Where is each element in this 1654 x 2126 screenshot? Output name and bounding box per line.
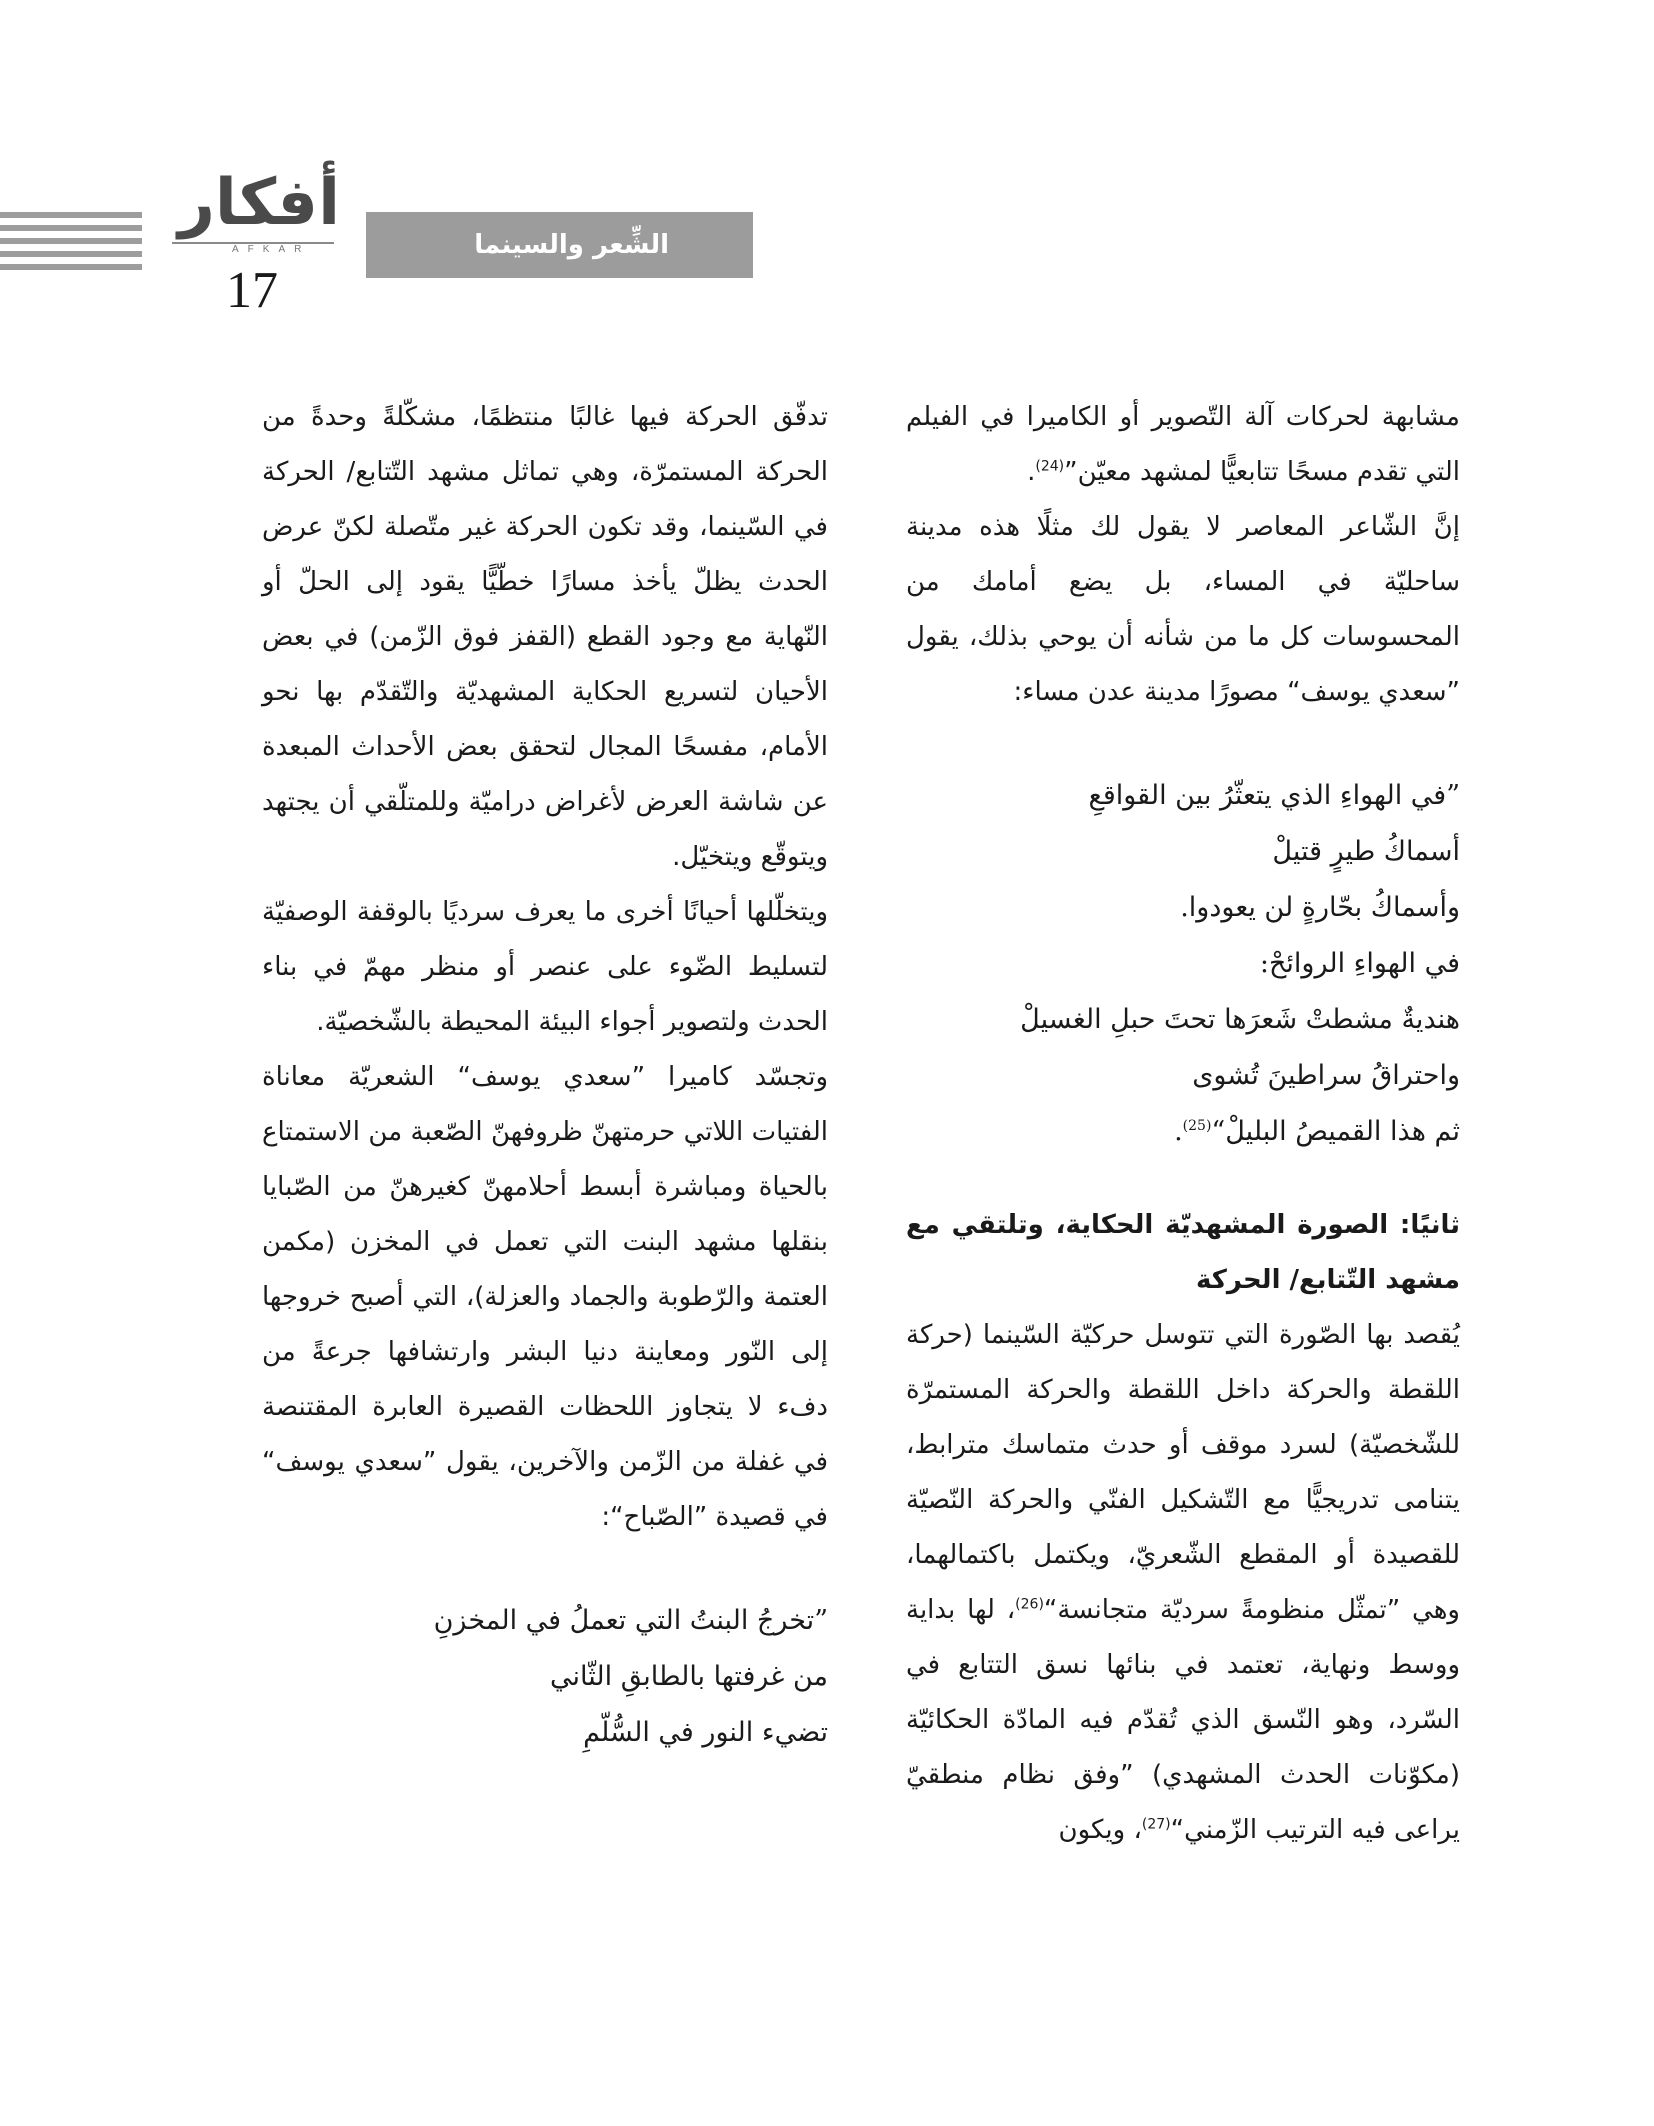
poem-excerpt xyxy=(906,768,1460,1160)
footnote-ref: (24) xyxy=(1035,458,1065,475)
section-banner xyxy=(366,212,753,278)
paragraph: وتجسّد كاميرا ”سعدي يوسف“ الشعريّة معاناة الفتيات اللاتي حرمتهنّ ظروفهنّ الصّعبة من الاستمتاع بالحياة ومباشرة أبسط أحلامهنّ كغيرهنّ من الصّبايا بنقلها مشهد البنت التي تعمل في المخزن (مكمن العتمة والرّطوبة والجماد والعزلة)، التي أصبح خروجها إلى النّور ومعاينة دنيا البشر وارتشافها جرعةً من دفء لا يتجاوز اللحظات القصيرة العابرة المقتنصة في غفلة من الزّمن والآخرين، يقول ”سعدي يوسف“ في قصيدة ”الصّباح“: xyxy=(262,1062,828,1532)
paragraph: تدفّق الحركة فيها غالبًا منتظمًا، مشكّلةً وحدةً من الحركة المستمرّة، وهي تماثل مشهد التّتابع/ الحركة في السّينما، وقد تكون الحركة غير متّصلة لكنّ عرض الحدث يظلّ يأخذ مسارًا خطّيًّا يقود إلى الحلّ أو النّهاية مع وجود القطع (القفز فوق الزّمن) في بعض الأحيان لتسريع الحكاية المشهديّة والتّقدّم بها نحو الأمام، مفسحًا المجال لتحقق بعض الأحداث المبعدة عن شاشة العرض لأغراض دراميّة وللمتلّقي أن يجتهد ويتوقّع ويتخيّل. xyxy=(262,402,828,872)
poem-line: أسماكُ طيرٍ قتيلْ xyxy=(1272,836,1460,867)
footnote-ref: (26) xyxy=(1015,1596,1044,1613)
poem-line: ”في الهواءِ الذي يتعثّرُ بين القواقعِ xyxy=(1088,780,1460,811)
section-heading: ثانيًا: الصورة المشهديّة الحكاية، وتلتقي مع مشهد التّتابع/ الحركة xyxy=(906,1210,1460,1295)
paragraph: ويتخلّلها أحيانًا أخرى ما يعرف سرديًا بالوقفة الوصفيّة لتسليط الضّوء على عنصر أو منظر مهمّ في بناء الحدث ولتصوير أجواء البيئة المحيطة بالشّخصيّة. xyxy=(262,897,828,1037)
poem-line: تضيء النور في السُّلّمِ xyxy=(583,1717,828,1748)
paragraph-text: ، ويكون xyxy=(1058,1815,1142,1845)
poem-line-tail: . xyxy=(1174,1116,1183,1147)
paragraph xyxy=(906,390,1460,500)
poem-line-text: ثم هذا القميصُ البليلْ“ xyxy=(1211,1116,1460,1147)
poem-excerpt xyxy=(262,1593,828,1761)
magazine-logo xyxy=(172,166,340,255)
poem-line: من غرفتها بالطابقِ الثّاني xyxy=(549,1661,828,1692)
paragraph-text: مشابهة لحركات آلة التّصوير أو الكاميرا في الفيلم التي تقدم مسحًا تتابعيًّا لمشهد معيّن” xyxy=(906,402,1460,487)
poem-line: ”تخرجُ البنتُ التي تعملُ في المخزنِ xyxy=(433,1605,828,1636)
paragraph-tail: . xyxy=(1027,457,1036,487)
left-column xyxy=(262,390,828,1761)
paragraph: إنَّ الشّاعر المعاصر لا يقول لك مثلًا هذه مدينة ساحليّة في المساء، بل يضع أمامك من المحسوسات كل ما من شأنه أن يوحي بذلك، يقول ”سعدي يوسف“ مصورًا مدينة عدن مساء: xyxy=(906,512,1460,707)
paragraph-text: يُقصد بها الصّورة التي تتوسل حركيّة السّينما (حركة اللقطة والحركة داخل اللقطة والحركة المستمرّة للشّخصيّة) لسرد موقف أو حدث متماسك مترابط، يتنامى تدريجيًّا مع التّشكيل الفنّي والحركة النّصيّة للقصيدة أو المقطع الشّعريّ، ويكتمل باكتمالهما، وهي ”تمثّل منظومةً سرديّة متجانسة“ xyxy=(906,1320,1460,1625)
poem-line: واحتراقُ سراطينَ تُشوى xyxy=(1192,1060,1460,1091)
right-column xyxy=(906,390,1460,1858)
logo-arabic: أفكار xyxy=(178,166,340,240)
paragraph xyxy=(906,1308,1460,1858)
poem-line: في الهواءِ الروائحْ: xyxy=(1259,948,1460,979)
section-title: الشِّعر والسينما xyxy=(474,230,669,260)
page-number: 17 xyxy=(226,262,278,319)
decorative-stripes xyxy=(0,212,142,277)
logo-latin: AFKAR xyxy=(232,244,311,255)
footnote-ref: (27) xyxy=(1141,1816,1171,1833)
poem-line: هنديةٌ مشطتْ شَعرَها تحتَ حبلِ الغسيلْ xyxy=(1020,1004,1460,1035)
poem-line: وأسماكُ بحّارةٍ لن يعودوا. xyxy=(1180,892,1460,923)
footnote-ref: (25) xyxy=(1182,1118,1212,1134)
paragraph-text: ، لها بداية ووسط ونهاية، تعتمد في بنائها نسق التتابع في السّرد، وهو النّسق الذي تُقدّم فيه المادّة الحكائيّة (مكوّنات الحدث المشهدي) ”وفق نظام منطقيّ يراعى فيه الترتيب الزّمني“ xyxy=(906,1595,1460,1845)
poem-line xyxy=(906,1104,1460,1160)
